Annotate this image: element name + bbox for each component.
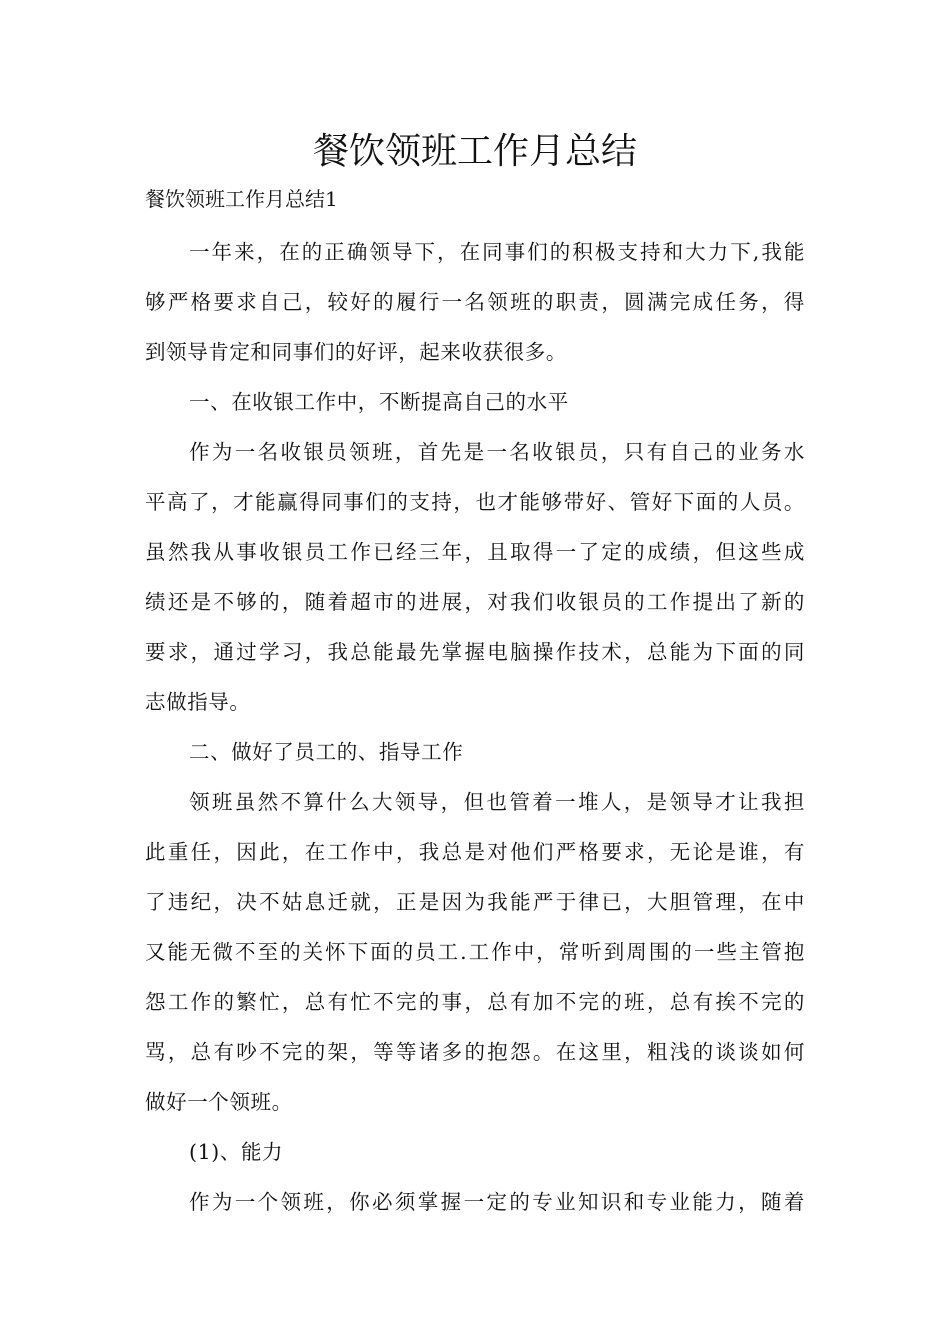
section-heading: 一、在收银工作中，不断提高自己的水平: [189, 390, 569, 414]
paragraph-line: 作为一个领班，你必须掌握一定的专业知识和专业能力，随着: [189, 1190, 805, 1214]
section-heading: (1)、能力: [189, 1140, 284, 1164]
document-title: 餐饮领班工作月总结: [312, 131, 637, 172]
paragraph-line: 够严格要求自己，较好的履行一名领班的职责，圆满完成任务，得: [145, 290, 805, 314]
paragraph-line: 骂，总有吵不完的架，等等诸多的抱怨。在这里，粗浅的谈谈如何: [145, 1040, 805, 1064]
document-subtitle: 餐饮领班工作月总结1: [145, 187, 338, 211]
paragraph-line: 虽然我从事收银员工作已经三年，且取得一了定的成绩，但这些成: [145, 540, 805, 564]
paragraph-line: 志做指导。: [145, 690, 251, 714]
paragraph-line: 了违纪，决不姑息迁就，正是因为我能严于律已，大胆管理，在中: [145, 890, 805, 914]
paragraph-line: 一年来，在的正确领导下，在同事们的积极支持和大力下,我能: [189, 240, 805, 264]
paragraph-line: 做好一个领班。: [145, 1090, 293, 1114]
paragraph-line: 此重任，因此，在工作中，我总是对他们严格要求，无论是谁，有: [145, 840, 805, 864]
paragraph-line: 平高了，才能赢得同事们的支持，也才能够带好、管好下面的人员。: [145, 490, 805, 514]
paragraph-line: 怨工作的繁忙，总有忙不完的事，总有加不完的班，总有挨不完的: [145, 990, 805, 1014]
paragraph-line: 绩还是不够的，随着超市的进展，对我们收银员的工作提出了新的: [145, 590, 805, 614]
paragraph-line: 要求，通过学习，我总能最先掌握电脑操作技术，总能为下面的同: [145, 640, 805, 664]
section-heading: 二、做好了员工的、指导工作: [189, 740, 464, 764]
document-body: [145, 234, 805, 1234]
paragraph-line: 领班虽然不算什么大领导，但也管着一堆人，是领导才让我担: [189, 790, 805, 814]
paragraph-line: 到领导肯定和同事们的好评，起来收获很多。: [145, 340, 567, 364]
paragraph-line: 又能无微不至的关怀下面的员工.工作中，常听到周围的一些主管抱: [145, 940, 805, 964]
paragraph-line: 作为一名收银员领班，首先是一名收银员，只有自己的业务水: [189, 440, 805, 464]
